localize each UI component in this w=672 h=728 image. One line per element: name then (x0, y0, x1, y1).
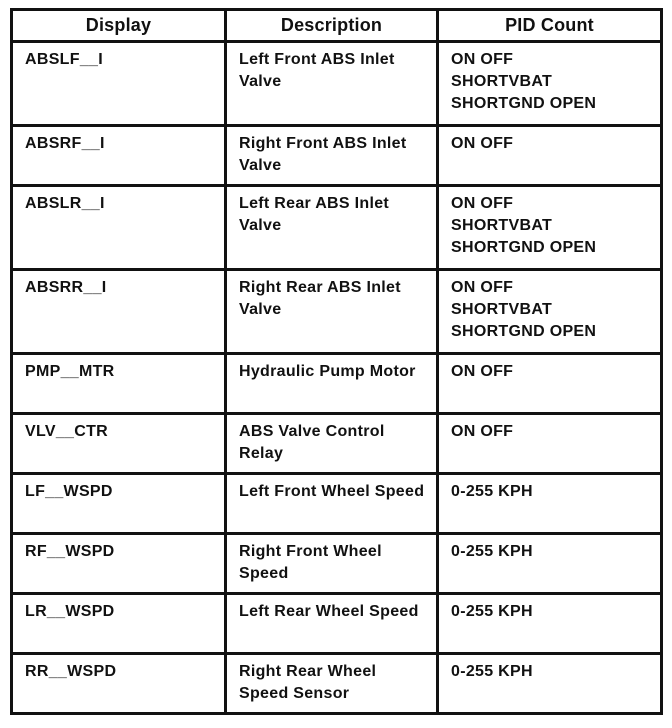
pid-value: SHORTGND OPEN (451, 95, 597, 112)
header-display: Display (12, 10, 226, 42)
description-cell: Left Rear ABS Inlet Valve (226, 186, 438, 270)
description-cell: Hydraulic Pump Motor (226, 354, 438, 414)
header-description: Description (226, 10, 438, 42)
pid-count-cell (438, 534, 662, 594)
pid-value: 0-255 KPH (451, 483, 533, 500)
table-row (12, 270, 662, 354)
pid-count-cell (438, 42, 662, 126)
display-cell: ABSRR__I (12, 270, 226, 354)
table-row (12, 534, 662, 594)
table-row (12, 654, 662, 714)
display-cell: ABSRF__I (12, 126, 226, 186)
pid-value: ON OFF (451, 51, 514, 68)
table-row (12, 42, 662, 126)
table-row (12, 594, 662, 654)
table-row (12, 474, 662, 534)
display-cell: RF__WSPD (12, 534, 226, 594)
pid-value: SHORTGND OPEN (451, 239, 597, 256)
pid-table (10, 8, 663, 715)
description-cell: Right Rear Wheel Speed Sensor (226, 654, 438, 714)
pid-value: ON OFF (451, 279, 514, 296)
display-cell: ABSLR__I (12, 186, 226, 270)
table-row (12, 186, 662, 270)
description-cell: Right Rear ABS Inlet Valve (226, 270, 438, 354)
pid-value: SHORTGND OPEN (451, 323, 597, 340)
header-pid-count: PID Count (438, 10, 662, 42)
description-cell: Left Front ABS Inlet Valve (226, 42, 438, 126)
pid-value: SHORTVBAT (451, 73, 553, 90)
display-cell: LR__WSPD (12, 594, 226, 654)
pid-value: ON OFF (451, 195, 514, 212)
description-cell: Right Front ABS Inlet Valve (226, 126, 438, 186)
pid-table-container (10, 8, 660, 715)
pid-value: 0-255 KPH (451, 663, 533, 680)
pid-count-cell (438, 414, 662, 474)
table-row (12, 414, 662, 474)
pid-value: 0-255 KPH (451, 603, 533, 620)
pid-count-cell (438, 354, 662, 414)
display-cell: PMP__MTR (12, 354, 226, 414)
display-cell: RR__WSPD (12, 654, 226, 714)
description-cell: ABS Valve Control Relay (226, 414, 438, 474)
pid-value: ON OFF (451, 423, 514, 440)
table-row (12, 126, 662, 186)
table-header-row (12, 10, 662, 42)
description-cell: Left Front Wheel Speed (226, 474, 438, 534)
table-row (12, 354, 662, 414)
pid-count-cell (438, 594, 662, 654)
pid-count-cell (438, 270, 662, 354)
display-cell: ABSLF__I (12, 42, 226, 126)
display-cell: LF__WSPD (12, 474, 226, 534)
pid-value: 0-255 KPH (451, 543, 533, 560)
description-cell: Right Front Wheel Speed (226, 534, 438, 594)
pid-count-cell (438, 474, 662, 534)
pid-value: SHORTVBAT (451, 301, 553, 318)
display-cell: VLV__CTR (12, 414, 226, 474)
pid-value: ON OFF (451, 363, 514, 380)
pid-count-cell (438, 186, 662, 270)
pid-count-cell (438, 126, 662, 186)
pid-value: SHORTVBAT (451, 217, 553, 234)
description-cell: Left Rear Wheel Speed (226, 594, 438, 654)
pid-value: ON OFF (451, 135, 514, 152)
pid-count-cell (438, 654, 662, 714)
